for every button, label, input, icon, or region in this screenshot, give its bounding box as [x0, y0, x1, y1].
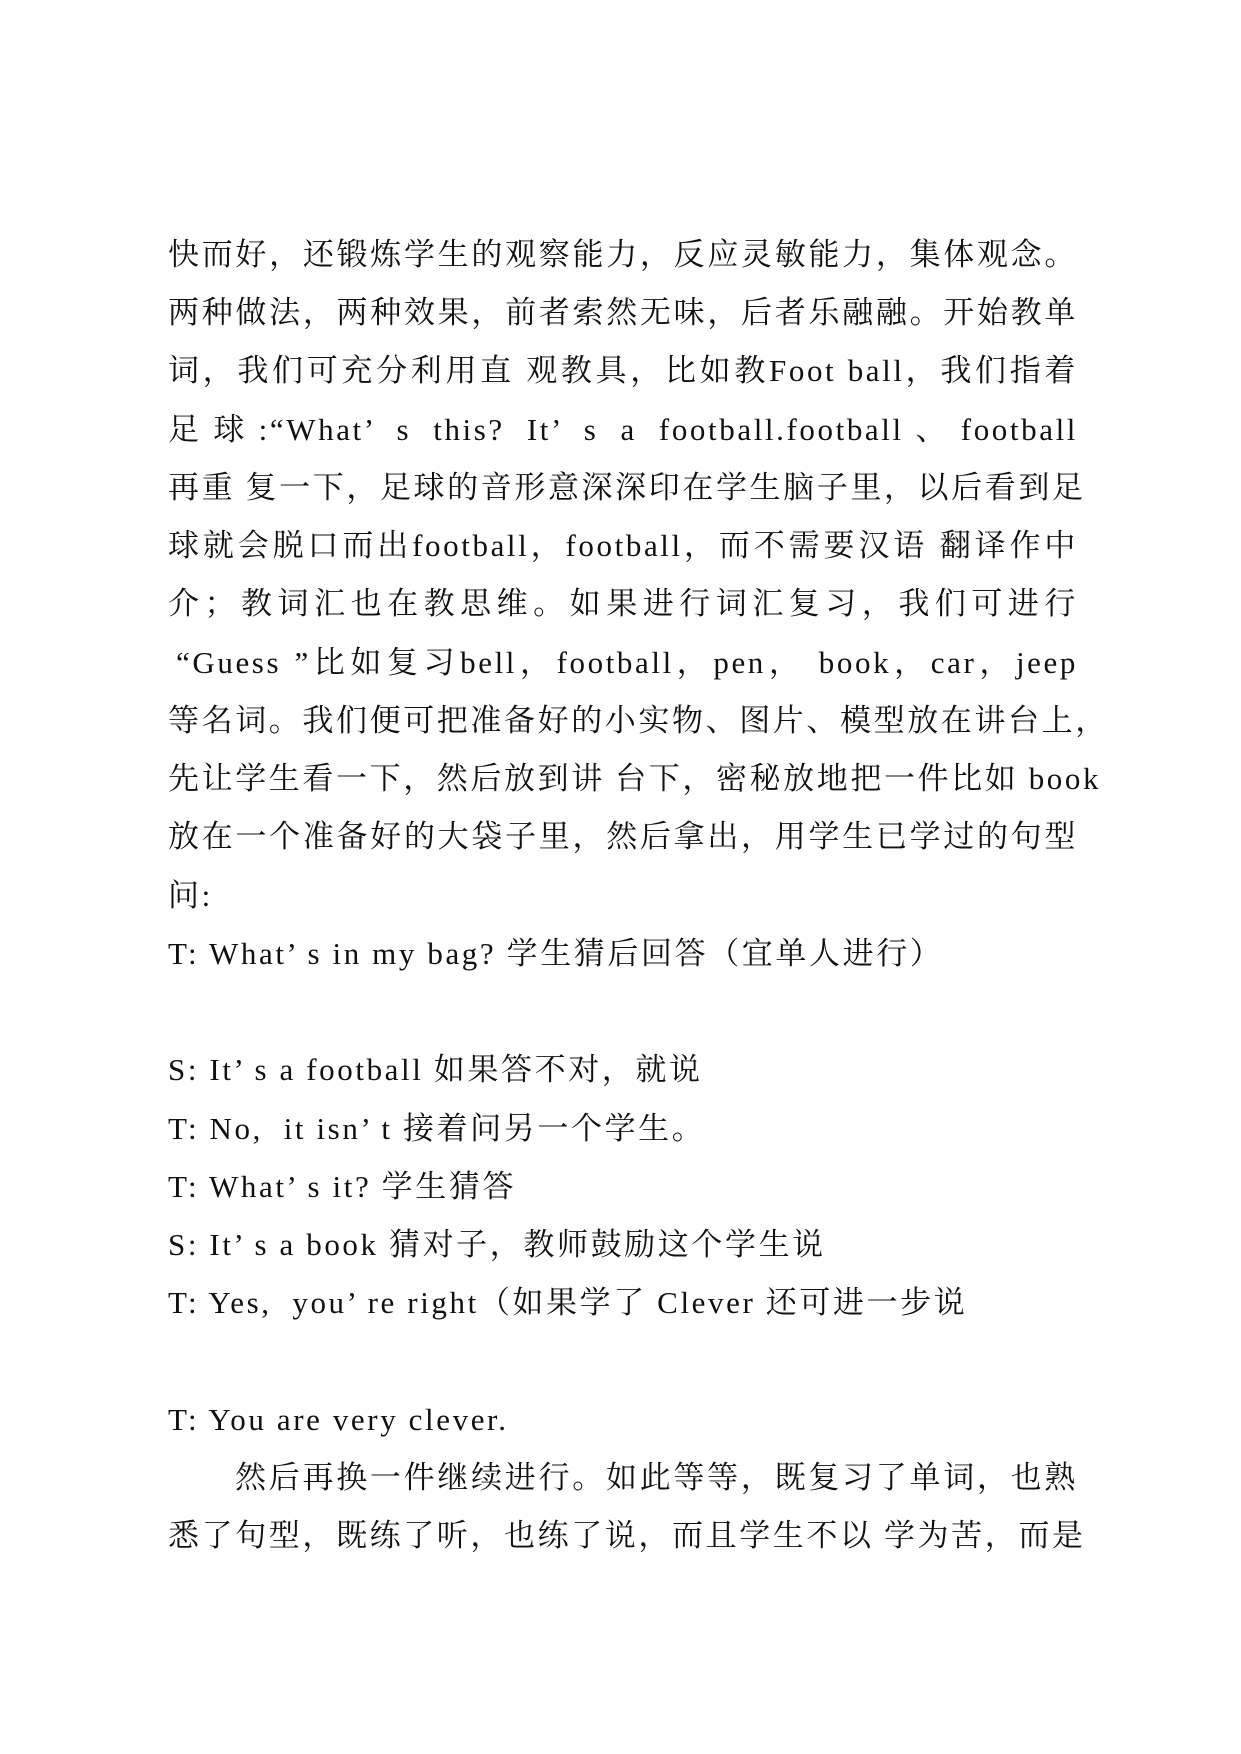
dialogue-line: T: What’ s it? 学生猜答 [168, 1168, 517, 1204]
dialogue-line: S: It’ s a book 猜对子，教师鼓励这个学生说 [168, 1226, 826, 1262]
paragraph-line: “Guess ”比如复习bell，football，pen， book，car，jeep [176, 644, 1078, 680]
blank-line [168, 1332, 1078, 1390]
blank-line [168, 983, 1078, 1041]
paragraph-line: 等名词。我们便可把准备好的小实物、图片、模型放在讲台上， [168, 702, 1109, 738]
dialogue-line: T: You are very clever. [168, 1401, 509, 1437]
dialogue-line: T: No, it isn’ t 接着问另一个学生。 [168, 1110, 706, 1146]
dialogue-line: T: What’ s in my bag? 学生猜后回答（宜单人进行） [168, 935, 944, 971]
paragraph-line: 足球:“What’ s this? It’ s a football.football、football [168, 411, 1078, 447]
paragraph-line: 放在一个准备好的大袋子里，然后拿出，用学生已学过的句型 [168, 819, 1078, 855]
paragraph-line: 再重 复一下，足球的音形意深深印在学生脑子里，以后看到足 [168, 469, 1086, 505]
closing-line: 悉了句型，既练了听，也练了说，而且学生不以 学为苦，而是 [168, 1518, 1086, 1554]
paragraph-line: 快而好，还锻炼学生的观察能力，反应灵敏能力，集体观念。 [168, 237, 1078, 272]
paragraph-line: 问: [168, 877, 213, 913]
dialogue-line: T: Yes, you’ re right（如果学了 Clever 还可进一步说 [168, 1285, 968, 1321]
dialogue-line: S: It’ s a football 如果答不对，就说 [168, 1052, 703, 1088]
text-column [168, 226, 1109, 1565]
paragraph-line: 词，我们可充分利用直 观教具，比如教Foot ball，我们指着 [168, 353, 1078, 389]
paragraph-line: 球就会脱口而出football，football，而不需要汉语 翻译作中 [168, 528, 1078, 564]
closing-line: 然后再换一件继续进行。如此等等，既复习了单词，也熟 [235, 1459, 1078, 1495]
paragraph-line: 先让学生看一下，然后放到讲 台下，密秘放地把一件比如 book [168, 761, 1102, 797]
paragraph-line: 两种做法，两种效果，前者索然无味，后者乐融融。开始教单 [168, 295, 1078, 331]
paragraph-line: 介；教词汇也在教思维。如果进行词汇复习，我们可进行 [168, 586, 1078, 622]
